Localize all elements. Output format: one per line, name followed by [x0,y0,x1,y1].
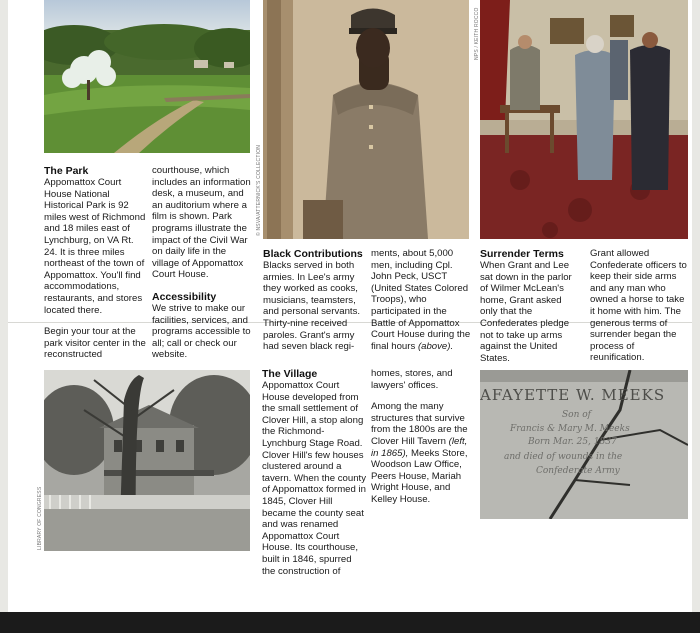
black-contributions-column-1 [263,248,365,353]
soldier-portrait-photo [263,0,469,239]
soldier-photo-credit: © NSVA/ATTERNICK'S COLLECTION [256,144,262,236]
tavern-photo-credit: LIBRARY OF CONGRESS [37,486,43,550]
village-column-2 [371,368,471,506]
black-contributions-text-continued: ments, about 5,000 men, including Cpl. John Peck, USCT (United States Colored Troops), who participated in the Battle of Appomattox Court House during the final hours (above). [371,248,471,352]
village-column-1 [262,368,366,577]
gravestone-name: AFAYETTE W. MEEKS [480,386,666,404]
gravestone-line: Son of [562,410,591,420]
black-contributions-heading: Black Contributions [263,248,363,260]
gravestone-line: and died of wounds in the [504,452,623,462]
surrender-text: When Grant and Lee sat down in the parlor of Wilmer McLean's home, Grant asked only that the Confederates pledge not to take up arms against the United States. [480,260,572,364]
gravestone-line: Francis & Mary M. Meeks [510,424,630,434]
park-text: Appomattox Court House National Historical Park is 92 miles west of Richmond and 18 miles east of Lynchburg, on VA Rt. 24. It is three miles northeast of the town of Appomattox. You'll find accommodations, restaurants, and stores located there. [44,177,146,316]
bottom-bar [0,612,700,633]
village-text-continued: homes, stores, and lawyers' offices. [371,368,453,391]
park-column-2 [152,165,254,361]
photo-reference: (above). [417,340,454,352]
village-text: Appomattox Court House developed from the small settlement of Clover Hill, a stop along the Richmond-Lynchburg Stage Road. Clover Hill's few houses clustered around a tavern. When the county of Appomattox formed in 1845, Clover Hill became the county seat and was renamed Appomattox Court House. Its courthouse, built in 1846, spurred the construction of [262,380,366,577]
surrender-text-continued: Grant allowed Confederate officers to keep their side arms and any man who owned a horse to take it home with him. The generous terms of surrender began the process of reunification. [590,248,687,364]
surrender-column-1 [480,248,580,364]
painting-credit: NPS / KEITH ROCCO [474,7,480,60]
park-text-tour: Begin your tour at the park visitor center in the reconstructed [44,326,146,361]
black-contributions-column-2 [371,248,471,352]
black-contributions-text: Blacks served in both armies. In Lee's army they worked as cooks, musicians, teamsters, and personal servants. Thirty-nine received paroles. Grant's army had seven black regi- [263,260,361,353]
village-heading: The Village [262,368,318,380]
gravestone-line: Confederate Army [536,466,620,476]
accessibility-text: We strive to make our facilities, services, and programs accessible to all; call or check our website. [152,302,251,361]
surrender-heading: Surrender Terms [480,248,564,260]
park-heading: The Park [44,165,89,177]
park-column-1 [44,165,147,361]
gravestone-line: Born Mar. 25, 1837 [528,437,617,447]
village-text-structures: Among the many structures that survive from the 1800s are the Clover Hill Tavern (left, in 1865), Meeks Store, Woodson Law Office, Peers House, Mariah Wright House, and Kelley House. [371,401,468,505]
clover-hill-tavern-photo [44,370,250,551]
park-landscape-photo [44,0,250,153]
accessibility-heading: Accessibility [152,290,217,303]
photo-reference: (left, in 1865), [371,435,468,459]
gravestone-photo [480,370,688,519]
surrender-painting-photo [480,0,688,239]
park-text-continued: courthouse, which includes an information desk, a museum, and an auditorium where a film is shown. Park programs illustrate the impact of the Civil War on daily life in the village of Appomattox Court House. [152,165,251,281]
surrender-column-2 [590,248,690,364]
